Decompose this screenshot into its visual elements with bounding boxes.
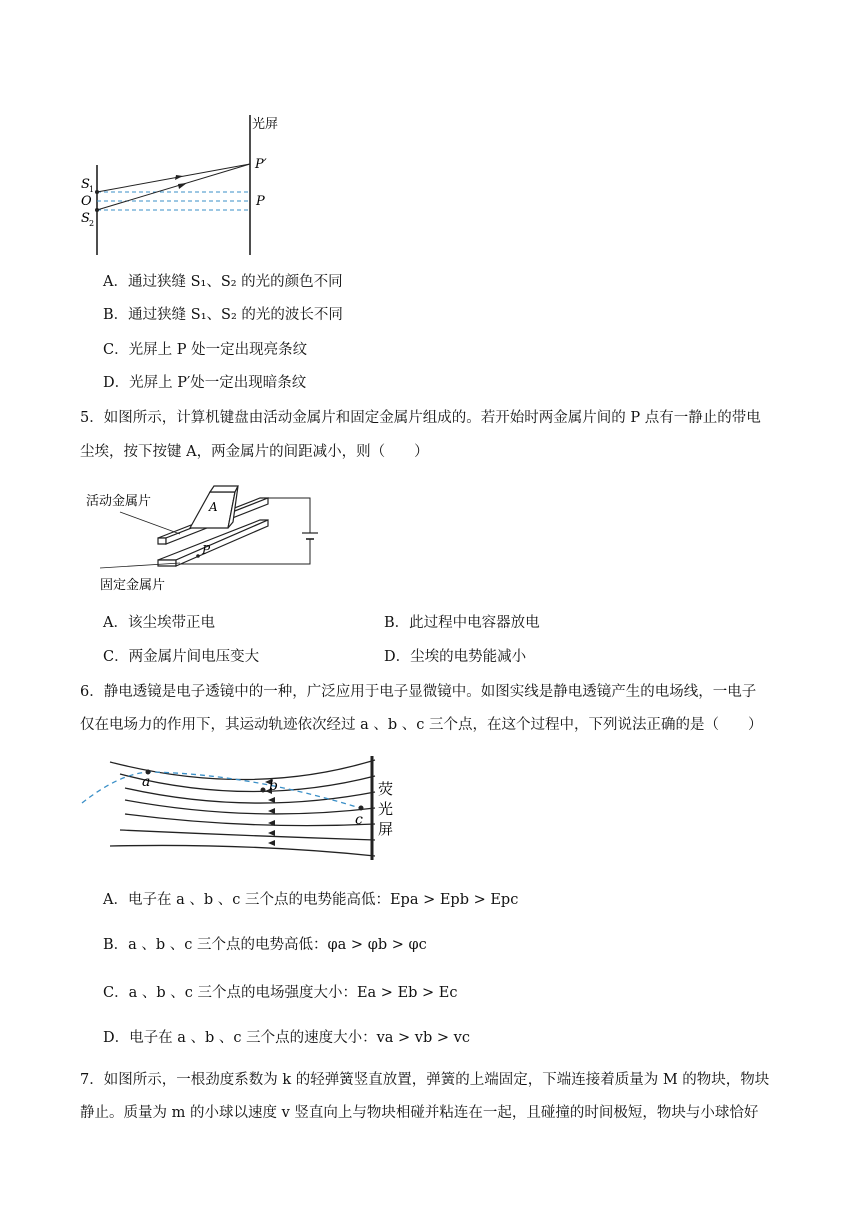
- q4-option-b: B．通过狭缝 S₁、S₂ 的光的波长不同: [103, 307, 343, 323]
- keyboard-capacitor-figure: [80, 478, 340, 598]
- q6-option-a: A．电子在 a 、b 、c 三个点的电势能高低：Epa > Epb > Epc: [103, 892, 519, 908]
- fixed-plate-label: 固定金属片: [100, 578, 166, 593]
- q7-stem-line2: 静止。质量为 m 的小球以速度 v 竖直向上与物块相碰并粘连在一起，且碰撞的时间极短，物块与小球恰好: [80, 1105, 759, 1121]
- p-prime-label: P′: [255, 157, 267, 172]
- s2-label: S: [81, 211, 90, 226]
- point-c-label: c: [355, 812, 363, 828]
- p-label: P: [256, 194, 265, 209]
- q6-option-c: C．a 、b 、c 三个点的电场强度大小：Ea > Eb > Ec: [103, 985, 458, 1001]
- screen-label: 光屏: [252, 117, 279, 132]
- q6-option-b: B．a 、b 、c 三个点的电势高低：φa > φb > φc: [103, 937, 427, 953]
- q5-option-a: A．该尘埃带正电: [103, 615, 215, 631]
- point-p-label: P: [202, 543, 211, 557]
- double-slit-figure: [75, 110, 305, 260]
- q4-option-d: D．光屏上 P′处一定出现暗条纹: [103, 375, 307, 391]
- key-a-label: A: [209, 500, 218, 514]
- q5-option-d: D．尘埃的电势能减小: [384, 649, 527, 665]
- q4-option-c: C．光屏上 P 处一定出现亮条纹: [103, 342, 308, 358]
- q6-stem-line2: 仅在电场力的作用下，其运动轨迹依次经过 a 、b 、c 三个点，在这个过程中，下列说法正确的是（ ）: [80, 717, 763, 733]
- screen-char-1: 荧: [378, 780, 394, 798]
- q5-stem-line1: 5．如图所示，计算机键盘由活动金属片和固定金属片组成的。若开始时两金属片间的 P 点有一静止的带电: [80, 410, 761, 426]
- s1-label: S: [81, 177, 90, 192]
- q6-option-d: D．电子在 a 、b 、c 三个点的速度大小：va > vb > vc: [103, 1030, 470, 1046]
- q5-option-b: B．此过程中电容器放电: [384, 615, 540, 631]
- movable-plate-label: 活动金属片: [86, 494, 152, 509]
- q6-stem-line1: 6．静电透镜是电子透镜中的一种，广泛应用于电子显微镜中。如图实线是静电透镜产生的电场线，一电子: [80, 684, 757, 700]
- q5-stem-line2: 尘埃，按下按键 A，两金属片的间距减小，则（ ）: [80, 444, 429, 460]
- q7-stem-line1: 7．如图所示，一根劲度系数为 k 的轻弹簧竖直放置，弹簧的上端固定，下端连接着质量为 M 的物块，物块: [80, 1072, 770, 1088]
- screen-char-2: 光: [378, 800, 394, 818]
- point-a-label: a: [142, 774, 151, 790]
- screen-char-3: 屏: [378, 820, 394, 838]
- s1-sub: 1: [89, 185, 95, 194]
- s2-sub: 2: [89, 219, 95, 228]
- point-b-label: b: [269, 778, 278, 794]
- q4-option-a: A．通过狭缝 S₁、S₂ 的光的颜色不同: [103, 274, 343, 290]
- q5-option-c: C．两金属片间电压变大: [103, 649, 260, 665]
- o-label: O: [81, 194, 92, 209]
- electrostatic-lens-figure: [80, 748, 410, 868]
